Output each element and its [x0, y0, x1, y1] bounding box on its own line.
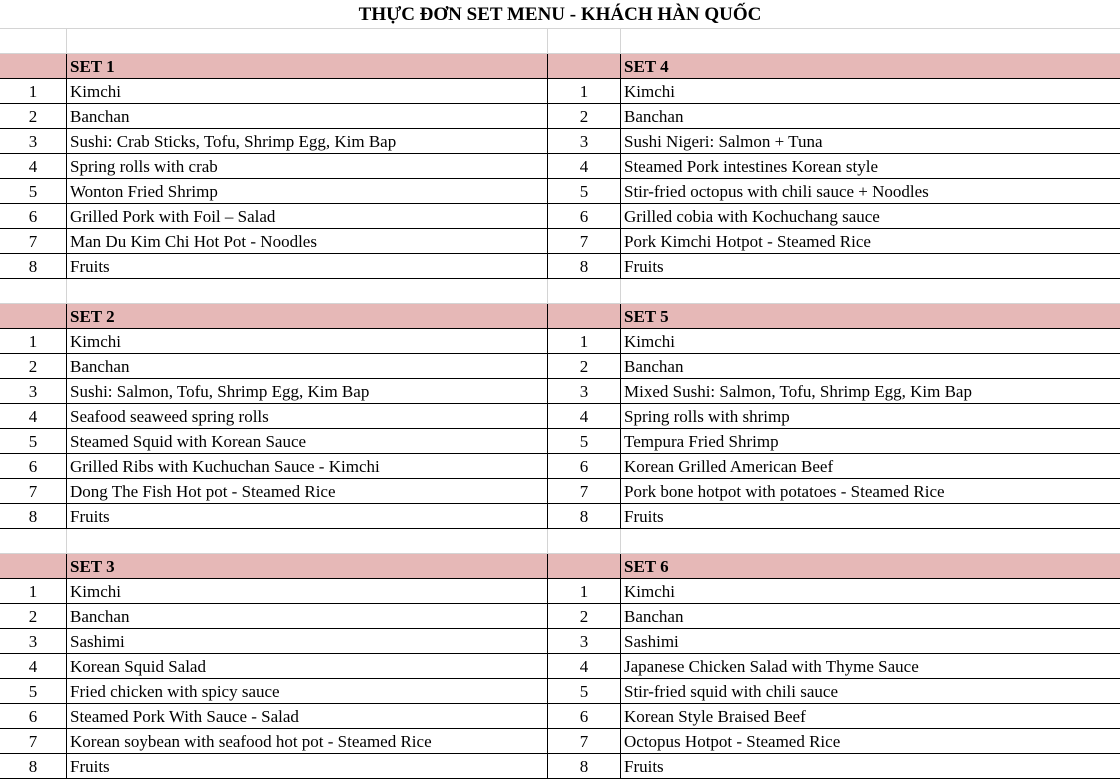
item-number: 8: [548, 504, 621, 529]
empty-cell: [67, 529, 548, 554]
menu-item: Sushi Nigeri: Salmon + Tuna: [621, 129, 1120, 154]
item-number: 1: [548, 329, 621, 354]
item-number: 6: [0, 454, 67, 479]
set-header-row: [0, 554, 1120, 579]
menu-item: Korean Squid Salad: [67, 654, 548, 679]
menu-item-row: [0, 604, 1120, 629]
menu-item-row: [0, 154, 1120, 179]
item-number: 3: [548, 129, 621, 154]
menu-item: Banchan: [621, 354, 1120, 379]
item-number: 4: [0, 154, 67, 179]
set-name: SET 3: [67, 554, 548, 579]
menu-item: Wonton Fried Shrimp: [67, 179, 548, 204]
menu-item: Fruits: [67, 254, 548, 279]
empty-cell: [0, 554, 67, 579]
empty-cell: [0, 29, 67, 54]
menu-item: Sashimi: [621, 629, 1120, 654]
item-number: 1: [0, 79, 67, 104]
menu-item-row: [0, 379, 1120, 404]
item-number: 6: [548, 704, 621, 729]
set-name: SET 2: [67, 304, 548, 329]
item-number: 1: [0, 329, 67, 354]
menu-item-row: [0, 579, 1120, 604]
item-number: 8: [548, 254, 621, 279]
item-number: 6: [0, 204, 67, 229]
set-name: SET 1: [67, 54, 548, 79]
page-title: THỰC ĐƠN SET MENU - KHÁCH HÀN QUỐC: [358, 4, 762, 25]
item-number: 7: [0, 229, 67, 254]
menu-item: Pork bone hotpot with potatoes - Steamed Rice: [621, 479, 1120, 504]
item-number: 5: [548, 429, 621, 454]
item-number: 7: [0, 479, 67, 504]
menu-item-row: [0, 104, 1120, 129]
menu-item: Banchan: [621, 604, 1120, 629]
menu-item: Spring rolls with crab: [67, 154, 548, 179]
menu-item-row: [0, 79, 1120, 104]
menu-item-row: [0, 354, 1120, 379]
menu-item-row: [0, 654, 1120, 679]
item-number: 2: [0, 604, 67, 629]
set-name: SET 6: [621, 554, 1120, 579]
item-number: 4: [548, 404, 621, 429]
menu-item: Steamed Squid with Korean Sauce: [67, 429, 548, 454]
menu-item-row: [0, 429, 1120, 454]
menu-item: Grilled Ribs with Kuchuchan Sauce - Kimchi: [67, 454, 548, 479]
menu-item: Korean Grilled American Beef: [621, 454, 1120, 479]
menu-item: Dong The Fish Hot pot - Steamed Rice: [67, 479, 548, 504]
empty-cell: [0, 529, 67, 554]
menu-item: Sushi: Salmon, Tofu, Shrimp Egg, Kim Bap: [67, 379, 548, 404]
item-number: 8: [0, 504, 67, 529]
menu-item-row: [0, 479, 1120, 504]
menu-item: Sashimi: [67, 629, 548, 654]
item-number: 2: [0, 104, 67, 129]
item-number: 7: [548, 729, 621, 754]
item-number: 4: [0, 654, 67, 679]
item-number: 7: [0, 729, 67, 754]
menu-item: Banchan: [67, 604, 548, 629]
menu-item: Pork Kimchi Hotpot - Steamed Rice: [621, 229, 1120, 254]
item-number: 5: [548, 679, 621, 704]
menu-item: Steamed Pork With Sauce - Salad: [67, 704, 548, 729]
menu-item: Kimchi: [621, 329, 1120, 354]
item-number: 1: [548, 79, 621, 104]
empty-cell: [621, 279, 1120, 304]
item-number: 3: [548, 379, 621, 404]
menu-item: Mixed Sushi: Salmon, Tofu, Shrimp Egg, Kim Bap: [621, 379, 1120, 404]
menu-item-row: [0, 129, 1120, 154]
item-number: 3: [0, 379, 67, 404]
item-number: 6: [548, 204, 621, 229]
empty-cell: [621, 29, 1120, 54]
empty-cell: [548, 29, 621, 54]
menu-item: Sushi: Crab Sticks, Tofu, Shrimp Egg, Kim Bap: [67, 129, 548, 154]
item-number: 5: [0, 679, 67, 704]
spacer-row: [0, 28, 1120, 54]
menu-item: Banchan: [67, 104, 548, 129]
item-number: 6: [0, 704, 67, 729]
empty-cell: [0, 304, 67, 329]
item-number: 5: [548, 179, 621, 204]
menu-item-row: [0, 454, 1120, 479]
menu-item-row: [0, 629, 1120, 654]
item-number: 1: [0, 579, 67, 604]
item-number: 2: [548, 354, 621, 379]
item-number: 3: [0, 129, 67, 154]
item-number: 1: [548, 579, 621, 604]
menu-item: Octopus Hotpot - Steamed Rice: [621, 729, 1120, 754]
menu-item-row: [0, 754, 1120, 779]
menu-item-row: [0, 254, 1120, 279]
menu-item: Korean soybean with seafood hot pot - Steamed Rice: [67, 729, 548, 754]
menu-item-row: [0, 179, 1120, 204]
menu-item: Kimchi: [67, 329, 548, 354]
empty-cell: [0, 54, 67, 79]
item-number: 7: [548, 229, 621, 254]
menu-item: Spring rolls with shrimp: [621, 404, 1120, 429]
item-number: 2: [548, 104, 621, 129]
menu-item-row: [0, 679, 1120, 704]
item-number: 3: [0, 629, 67, 654]
item-number: 2: [0, 354, 67, 379]
menu-item-row: [0, 504, 1120, 529]
menu-item-row: [0, 404, 1120, 429]
menu-item: Kimchi: [67, 579, 548, 604]
set-header-row: [0, 54, 1120, 79]
menu-grid: [0, 28, 1120, 779]
menu-item: Man Du Kim Chi Hot Pot - Noodles: [67, 229, 548, 254]
menu-item-row: [0, 729, 1120, 754]
empty-cell: [548, 304, 621, 329]
menu-item: Stir-fried squid with chili sauce: [621, 679, 1120, 704]
set-name: SET 5: [621, 304, 1120, 329]
menu-item: Banchan: [67, 354, 548, 379]
item-number: 8: [0, 754, 67, 779]
item-number: 5: [0, 429, 67, 454]
item-number: 8: [0, 254, 67, 279]
empty-cell: [548, 54, 621, 79]
empty-cell: [621, 529, 1120, 554]
menu-item: Fried chicken with spicy sauce: [67, 679, 548, 704]
empty-cell: [0, 279, 67, 304]
menu-item: Fruits: [621, 754, 1120, 779]
item-number: 7: [548, 479, 621, 504]
item-number: 6: [548, 454, 621, 479]
item-number: 3: [548, 629, 621, 654]
spacer-row: [0, 529, 1120, 554]
menu-item: Seafood seaweed spring rolls: [67, 404, 548, 429]
set-name: SET 4: [621, 54, 1120, 79]
menu-item: Grilled Pork with Foil – Salad: [67, 204, 548, 229]
menu-item: Steamed Pork intestines Korean style: [621, 154, 1120, 179]
empty-cell: [548, 554, 621, 579]
menu-item: Banchan: [621, 104, 1120, 129]
menu-item: Stir-fried octopus with chili sauce + Noodles: [621, 179, 1120, 204]
empty-cell: [548, 529, 621, 554]
item-number: 5: [0, 179, 67, 204]
item-number: 8: [548, 754, 621, 779]
menu-item-row: [0, 704, 1120, 729]
spacer-row: [0, 279, 1120, 304]
menu-item: Grilled cobia with Kochuchang sauce: [621, 204, 1120, 229]
empty-cell: [548, 279, 621, 304]
menu-item: Tempura Fried Shrimp: [621, 429, 1120, 454]
menu-item-row: [0, 329, 1120, 354]
menu-item: Fruits: [621, 254, 1120, 279]
menu-item: Fruits: [621, 504, 1120, 529]
set-header-row: [0, 304, 1120, 329]
menu-item: Kimchi: [621, 579, 1120, 604]
menu-item-row: [0, 229, 1120, 254]
menu-item: Korean Style Braised Beef: [621, 704, 1120, 729]
menu-item: Kimchi: [67, 79, 548, 104]
item-number: 2: [548, 604, 621, 629]
empty-cell: [67, 29, 548, 54]
empty-cell: [67, 279, 548, 304]
menu-item: Japanese Chicken Salad with Thyme Sauce: [621, 654, 1120, 679]
item-number: 4: [548, 654, 621, 679]
item-number: 4: [548, 154, 621, 179]
menu-item: Fruits: [67, 754, 548, 779]
menu-item: Kimchi: [621, 79, 1120, 104]
menu-item: Fruits: [67, 504, 548, 529]
menu-item-row: [0, 204, 1120, 229]
item-number: 4: [0, 404, 67, 429]
